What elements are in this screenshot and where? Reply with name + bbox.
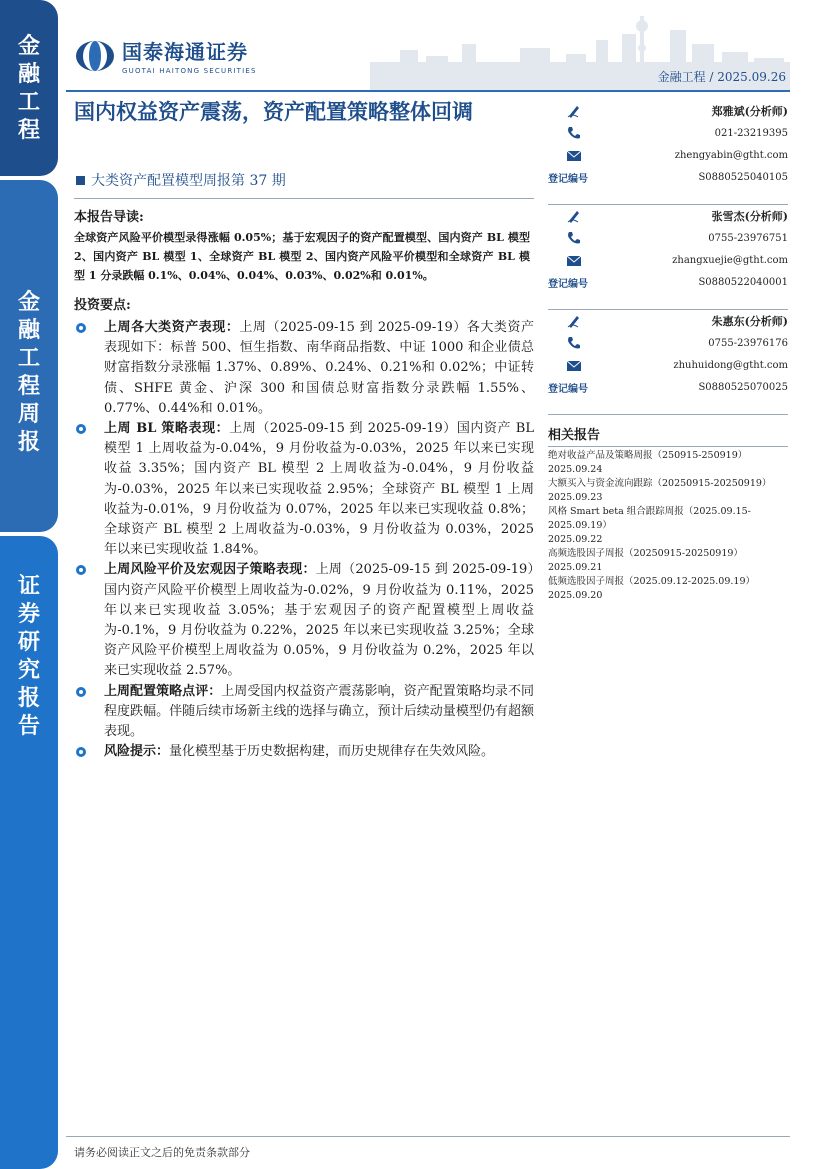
sidebar-char: 工 bbox=[17, 89, 40, 115]
square-bullet-icon bbox=[76, 176, 85, 185]
bullet-icon bbox=[76, 323, 86, 333]
report-category-date: 金融工程 / 2025.09.26 bbox=[657, 70, 786, 84]
registration-label: 登记编号 bbox=[548, 173, 588, 185]
key-point-lead: 上周各大类资产表现： bbox=[104, 320, 240, 335]
sidebar-char: 融 bbox=[17, 61, 40, 87]
analyst-email[interactable]: zhengyabin@gtht.com bbox=[674, 149, 788, 161]
key-point-text: 上周（2025-09-15 到 2025-09-19）国内资产 BL 模型 1 上周收益为-0.04%，9 月份收益为-0.03%，2025 年以来已实现收益 3.35%；国内资产 BL 模型 2 上周收益为-0.04%，9 月份收益为-0.03%，2025 年以来已实现收益 2.95%；全球资产 BL 模型 1 上周收益为-0.01%，9 月份收益为 0.07%，2025 年以来已实现收益 0.8%；全球资产 BL 模型 2 上周收益为-0.03%，9 月份收益为 0.03%，2025 年以来已实现收益 1.84%。 bbox=[104, 421, 534, 558]
related-report-item[interactable] bbox=[548, 575, 788, 603]
key-point-text: 上周（2025-09-15 到 2025-09-19）各大类资产表现如下：标普 500、恒生指数、南华商品指数、中证 1000 和企业债总财富指数分录涨幅 1.37%、0.89%、0.24%、0.21%和 0.02%；中证转债、SHFE 黄金、沪深 300 和国债总财富指数分录跌幅 1.55%、0.77%、0.44%和 0.01%。 bbox=[104, 320, 534, 416]
analyst-phone: 0755-23976751 bbox=[708, 232, 788, 244]
key-point-lead: 上周 BL 策略表现： bbox=[104, 421, 230, 437]
related-report-item[interactable] bbox=[548, 505, 788, 547]
phone-icon bbox=[566, 125, 582, 141]
registration-label: 登记编号 bbox=[548, 383, 588, 395]
related-reports bbox=[548, 424, 788, 603]
related-reports-heading: 相关报告 bbox=[548, 424, 788, 447]
related-report-item[interactable] bbox=[548, 477, 788, 505]
sidebar-char: 金 bbox=[17, 289, 40, 315]
logo-mark-icon bbox=[74, 39, 116, 73]
sidebar-char: 告 bbox=[17, 713, 40, 739]
sidebar-char: 研 bbox=[17, 629, 40, 655]
header-divider bbox=[66, 90, 790, 92]
key-point-lead: 上周风险平价及宏观因子策略表现： bbox=[104, 562, 316, 578]
analyst-divider bbox=[548, 414, 788, 415]
related-report-title: 绝对收益产品及策略周报（250915-250919） bbox=[548, 450, 748, 461]
sidebar-char: 金 bbox=[17, 33, 40, 59]
sidebar-char: 究 bbox=[17, 657, 40, 683]
sidebar-char: 券 bbox=[17, 601, 40, 627]
related-report-title: 风格 Smart beta 组合跟踪周报（2025.09.15-2025.09.19） bbox=[548, 506, 751, 531]
phone-icon bbox=[566, 230, 582, 246]
analyst-name: 朱惠东(分析师) bbox=[711, 315, 788, 328]
left-sidebar bbox=[0, 0, 58, 1169]
related-report-title: 低频选股因子周报（2025.09.12-2025.09.19） bbox=[548, 576, 755, 587]
report-title: 国内权益资产震荡，资产配置策略整体回调 bbox=[74, 99, 473, 124]
analyst-name: 郑雅斌(分析师) bbox=[711, 105, 788, 118]
sidebar-char: 程 bbox=[17, 117, 40, 143]
bullet-icon bbox=[76, 747, 86, 757]
disclaimer-note: 请务必阅读正文之后的免责条款部分 bbox=[74, 1146, 250, 1159]
report-subtitle bbox=[76, 170, 286, 190]
key-point bbox=[74, 682, 534, 743]
sidebar-char: 融 bbox=[17, 317, 40, 343]
pen-icon bbox=[566, 103, 582, 119]
key-point bbox=[74, 419, 534, 560]
sidebar-block-research bbox=[0, 536, 58, 1169]
analyst-card bbox=[548, 310, 788, 415]
analyst-email[interactable]: zhangxuejie@gtht.com bbox=[672, 254, 788, 266]
bullet-icon bbox=[76, 424, 86, 434]
related-report-item[interactable] bbox=[548, 547, 788, 575]
pen-icon bbox=[566, 313, 582, 329]
sidebar-char: 报 bbox=[17, 685, 40, 711]
analyst-name: 张雪杰(分析师) bbox=[711, 210, 788, 223]
analyst-card bbox=[548, 100, 788, 205]
email-icon bbox=[566, 252, 582, 268]
related-report-date: 2025.09.23 bbox=[548, 492, 603, 503]
sidebar-char: 周 bbox=[17, 401, 40, 427]
key-point-lead: 风险提示： bbox=[104, 744, 170, 760]
related-report-date: 2025.09.22 bbox=[548, 534, 603, 545]
title-divider bbox=[74, 198, 534, 199]
key-point-text: 上周（2025-09-15 到 2025-09-19）国内资产风险平价模型上周收益为-0.02%，9 月份收益为 0.11%，2025 年以来已实现收益 3.05%；基于宏观因子的资产配置模型上周收益为-0.1%，9 月份收益为 0.22%，2025 年以来已实现收益 3.25%；全球资产风险平价模型上周收益为 0.05%，9 月份收益为 0.2%，2025 年以来已实现收益 2.57%。 bbox=[104, 562, 534, 679]
sidebar-block-financial-engineering bbox=[0, 0, 58, 176]
key-point-text: 上周受国内权益资产震荡影响，资产配置策略均录不同程度跌幅。伴随后续市场新主线的选择与确立，预计后续动量模型仍有超额表现。 bbox=[104, 683, 534, 740]
subtitle-text: 大类资产配置模型周报第 37 期 bbox=[91, 173, 286, 189]
key-point bbox=[74, 560, 534, 681]
registration-number: S0880522040001 bbox=[698, 276, 788, 288]
related-report-date: 2025.09.21 bbox=[548, 562, 603, 573]
intro-text: 全球资产风险平价模型录得涨幅 0.05%；基于宏观因子的资产配置模型、国内资产 BL 模型 2、国内资产 BL 模型 1、全球资产 BL 模型 2、国内资产风险平价模型和全球资产 BL 模型 1 分录跌幅 0.1%、0.04%、0.04%、0.03%、0.02%和 0.01%。 bbox=[74, 231, 530, 282]
sidebar-block-weekly bbox=[0, 180, 58, 532]
analyst-card bbox=[548, 205, 788, 310]
email-icon bbox=[566, 147, 582, 163]
sidebar-char: 程 bbox=[17, 373, 40, 399]
footer-divider bbox=[66, 1136, 790, 1137]
logo-chinese-name: 国泰海通证券 bbox=[122, 40, 248, 64]
key-point-lead: 上周配置策略点评： bbox=[104, 683, 222, 699]
sidebar-char: 证 bbox=[17, 573, 40, 599]
analyst-panel bbox=[548, 100, 788, 415]
analyst-phone: 0755-23976176 bbox=[708, 337, 788, 349]
registration-number: S0880525070025 bbox=[698, 381, 788, 393]
pen-icon bbox=[566, 208, 582, 224]
key-points-heading: 投资要点: bbox=[74, 298, 131, 313]
intro-heading: 本报告导读: bbox=[74, 210, 144, 225]
related-report-date: 2025.09.20 bbox=[548, 590, 603, 601]
related-report-title: 高频选股因子周报（20250915-20250919） bbox=[548, 548, 743, 559]
registration-label: 登记编号 bbox=[548, 278, 588, 290]
company-logo bbox=[74, 36, 257, 75]
logo-english-name: GUOTAI HAITONG SECURITIES bbox=[122, 67, 257, 75]
analyst-phone: 021-23219395 bbox=[714, 127, 788, 139]
bullet-icon bbox=[76, 565, 86, 575]
key-point bbox=[74, 742, 534, 762]
key-points-list bbox=[74, 318, 534, 762]
sidebar-char: 报 bbox=[17, 429, 40, 455]
bullet-icon bbox=[76, 687, 86, 697]
key-point bbox=[74, 318, 534, 419]
phone-icon bbox=[566, 335, 582, 351]
related-report-item[interactable] bbox=[548, 449, 788, 477]
email-icon bbox=[566, 357, 582, 373]
related-report-title: 大额买入与资金流向跟踪（20250915-20250919） bbox=[548, 478, 772, 489]
sidebar-char: 工 bbox=[17, 345, 40, 371]
registration-number: S0880525040105 bbox=[698, 171, 788, 183]
analyst-email[interactable]: zhuhuidong@gtht.com bbox=[673, 359, 788, 371]
related-report-date: 2025.09.24 bbox=[548, 464, 603, 475]
key-point-text: 量化模型基于历史数据构建，而历史规律存在失效风险。 bbox=[169, 744, 495, 760]
